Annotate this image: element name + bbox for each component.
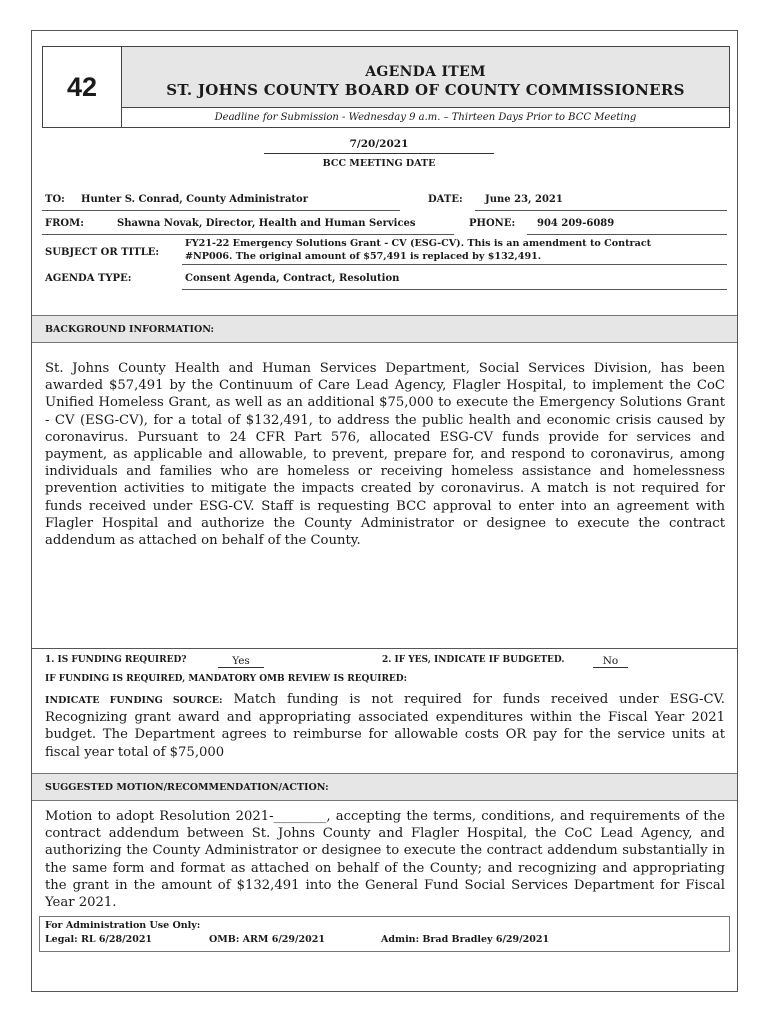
date-underline: [475, 210, 727, 211]
funding-top-rule: [32, 648, 737, 649]
budgeted-field: [593, 655, 628, 668]
from-value: Shawna Novak, Director, Health and Human Services: [117, 218, 416, 229]
to-underline: [42, 210, 400, 211]
date-label: DATE:: [428, 194, 463, 205]
meeting-date: 7/20/2021: [264, 138, 494, 154]
agenda-item-number: 42: [43, 47, 122, 127]
motion-text: Motion to adopt Resolution 2021-________, accepting the terms, conditions, and requirements of the contract addendum between St. Johns County and Flagler Hospital, the CoC Lead Agency, and authorizing the County Administrator or designee to execute the contract addendum substantially in the same form and format as attached on behalf of the County; and recognizing and appropriating the grant in the amount of $132,491 into the General Fund Social Services Department for Fiscal Year 2021.: [45, 809, 725, 911]
funding-required-field: [218, 655, 264, 668]
agenda-type-underline: [182, 289, 727, 290]
agenda-header: [42, 46, 730, 128]
phone-value: 904 209-6089: [537, 218, 615, 229]
to-value: Hunter S. Conrad, County Administrator: [81, 194, 308, 205]
from-underline: [42, 234, 454, 235]
mandatory-omb-note: IF FUNDING IS REQUIRED, MANDATORY OMB REVIEW IS REQUIRED:: [45, 674, 407, 684]
funding-required-label: 1. IS FUNDING REQUIRED?: [45, 655, 187, 665]
meeting-date-label: BCC MEETING DATE: [322, 158, 436, 169]
date-value: June 23, 2021: [485, 194, 563, 205]
legal-signoff: Legal: RL 6/28/2021: [45, 934, 153, 945]
background-text: St. Johns County Health and Human Services Department, Social Services Division, has been awarded $57,491 by the Continuum of Care Lead Agency, Flagler Hospital, to implement the CoC Unified Homeless Grant, as well as an additional $75,000 to execute the Emergency Solutions Grant - CV (ESG-CV), for a total of $132,491, to address the public health and economic crisis caused by coronavirus. Pursuant to 24 CFR Part 576, allocated ESG-CV funds provide for services and payment, as applicable and allowable, to prevent, prepare for, and respond to coronavirus, among individuals and families who are homeless or receiving homeless assistance and homelessness prevention activities to mitigate the impacts created by coronavirus. A match is not required for funds received under ESG-CV. Staff is requesting BCC approval to enter into an agreement with Flagler Hospital and authorize the County Administrator or designee to execute the contract addendum as attached on behalf of the County.: [45, 361, 725, 549]
agenda-type-value: Consent Agenda, Contract, Resolution: [185, 273, 400, 284]
phone-underline: [527, 234, 727, 235]
to-label: TO:: [45, 194, 65, 205]
motion-heading: SUGGESTED MOTION/RECOMMENDATION/ACTION:: [45, 782, 329, 793]
phone-label: PHONE:: [469, 218, 516, 229]
subject-line2: #NP006. The original amount of $57,491 is replaced by $132,491.: [185, 251, 542, 262]
omb-signoff: OMB: ARM 6/29/2021: [209, 934, 325, 945]
funding-source-block: [45, 691, 725, 761]
admin-signoff: Admin: Brad Bradley 6/29/2021: [381, 934, 550, 945]
funding-source-label: INDICATE FUNDING SOURCE:: [45, 695, 223, 706]
agenda-form: [31, 30, 738, 992]
background-section-header: [32, 315, 737, 343]
budgeted-label: 2. IF YES, INDICATE IF BUDGETED.: [382, 655, 565, 665]
subject-underline: [182, 264, 727, 265]
agenda-type-label: AGENDA TYPE:: [45, 273, 132, 284]
admin-use-box: [39, 916, 730, 952]
budgeted-value: No: [593, 655, 628, 668]
motion-section-header: [32, 773, 737, 801]
subject-line1: FY21-22 Emergency Solutions Grant - CV (ESG-CV). This is an amendment to Contract: [185, 238, 652, 249]
background-heading: BACKGROUND INFORMATION:: [45, 324, 215, 335]
subject-label: SUBJECT OR TITLE:: [45, 247, 160, 258]
admin-use-heading: For Administration Use Only:: [45, 920, 201, 931]
header-title-line2: ST. JOHNS COUNTY BOARD OF COUNTY COMMISSIONERS: [166, 81, 685, 99]
header-title-block: [122, 47, 729, 108]
funding-required-value: Yes: [218, 655, 264, 668]
header-title-line1: AGENDA ITEM: [365, 64, 486, 80]
funding-source-text: Match funding is not required for funds received under ESG-CV. Recognizing grant award and appropriating associated expenditures within the Fiscal Year 2021 budget. The Department agrees to reimburse for allowable costs OR pay for the service units at fiscal year total of $75,000: [45, 692, 725, 760]
submission-deadline: Deadline for Submission - Wednesday 9 a.m. – Thirteen Days Prior to BCC Meeting: [214, 112, 637, 123]
from-label: FROM:: [45, 218, 84, 229]
